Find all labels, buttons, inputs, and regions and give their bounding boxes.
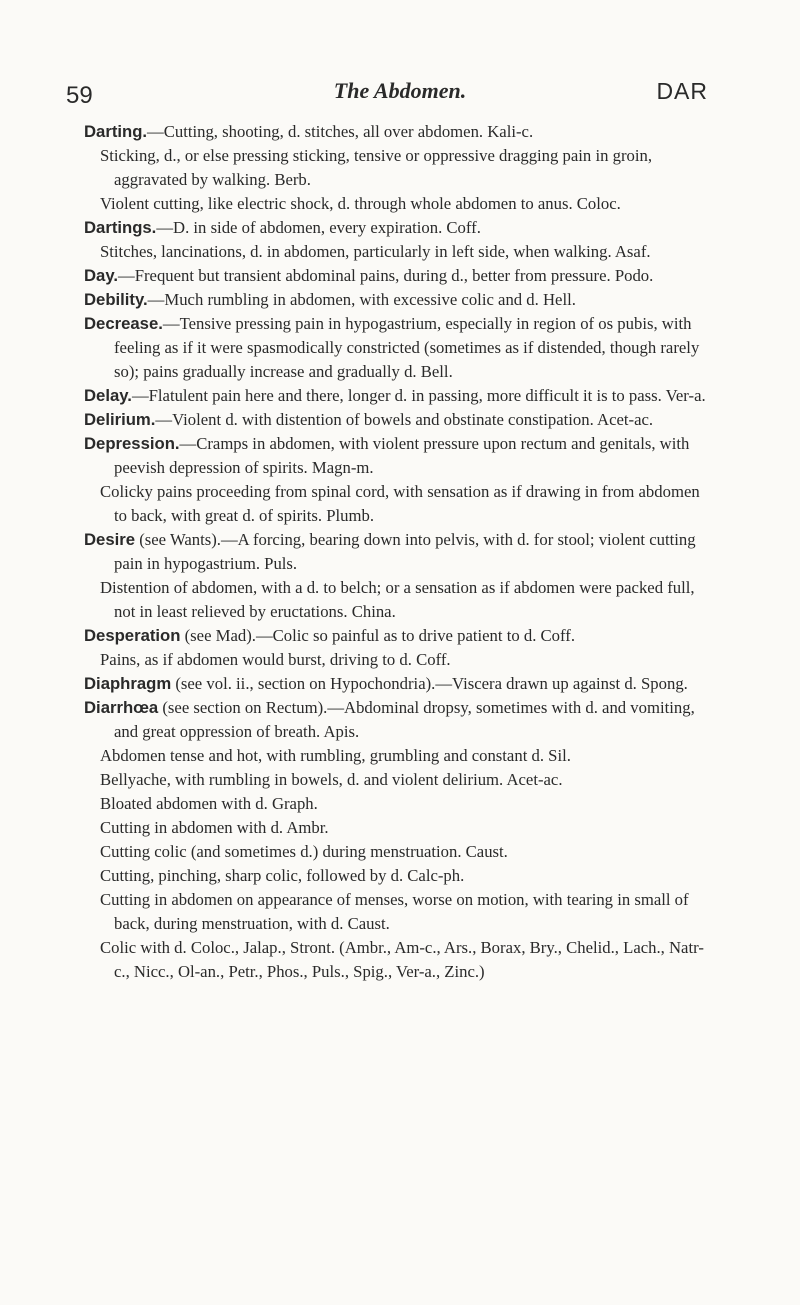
entry-text: Sticking, d., or else pressing sticking, tensive or oppressive dragging pain in groin, aggravated by walking. Berb.	[100, 146, 652, 189]
entry-text: Colicky pains proceeding from spinal cord, with sensation as if drawing in from abdomen to back, with great d. of spirits. Plumb.	[100, 482, 700, 525]
entry	[84, 264, 716, 288]
entry-headword: Darting.	[84, 122, 148, 141]
entry-headword: Day.	[84, 266, 119, 285]
entry	[84, 120, 716, 144]
entry-text: —Violent d. with distention of bowels and obstinate constipation. Acet-ac.	[155, 410, 654, 429]
entry-text: Cutting in abdomen on appearance of menses, worse on motion, with tearing in small of back, during menstruation, with d. Caust.	[100, 890, 689, 933]
entry-text: Cutting in abdomen with d. Ambr.	[100, 818, 329, 837]
sub-entry	[84, 792, 716, 816]
entry-text: Pains, as if abdomen would burst, driving to d. Coff.	[100, 650, 451, 669]
entry-text: —Tensive pressing pain in hypogastrium, especially in region of os pubis, with feeling as if it were spasmodically constricted (sometimes as if distended, though rarely so); pains gradually increase and gradually d. Bell.	[114, 314, 700, 381]
sub-entry	[84, 480, 716, 528]
entry-text: Bloated abdomen with d. Graph.	[100, 794, 318, 813]
sub-entry	[84, 744, 716, 768]
entry-text: Colic with d. Coloc., Jalap., Stront. (Ambr., Am-c., Ars., Borax, Bry., Chelid., Lach., Natr-c., Nicc., Ol-an., Petr., Phos., Puls., Spig., Ver-a., Zinc.)	[100, 938, 704, 981]
entry-headword: Diarrhœa	[84, 698, 159, 717]
entry-text: (see section on Rectum).—Abdominal dropsy, sometimes with d. and vomiting, and great oppression of breath. Apis.	[114, 698, 695, 741]
sub-entry	[84, 144, 716, 192]
entry-text: Cutting, pinching, sharp colic, followed by d. Calc-ph.	[100, 866, 465, 885]
sub-entry	[84, 768, 716, 792]
entry-text: —Cramps in abdomen, with violent pressure upon rectum and genitals, with peevish depression of spirits. Magn-m.	[114, 434, 690, 477]
running-header	[0, 78, 800, 108]
entry-text: Distention of abdomen, with a d. to belch; or a sensation as if abdomen were packed full, not in least relieved by eructations. China.	[100, 578, 695, 621]
sub-entry	[84, 576, 716, 624]
sub-entry	[84, 840, 716, 864]
entry	[84, 672, 716, 696]
entry-headword: Delirium.	[84, 410, 156, 429]
entry	[84, 216, 716, 240]
entry-text: (see Wants).—A forcing, bearing down into pelvis, with d. for stool; violent cutting pain in hypogastrium. Puls.	[114, 530, 696, 573]
entry	[84, 312, 716, 384]
entry-text: —Frequent but transient abdominal pains, during d., better from pressure. Podo.	[118, 266, 654, 285]
sub-entry	[84, 240, 716, 264]
entry-headword: Delay.	[84, 386, 132, 405]
entry-text: —D. in side of abdomen, every expiration. Coff.	[156, 218, 481, 237]
entry	[84, 384, 716, 408]
entry-text: Violent cutting, like electric shock, d. through whole abdomen to anus. Coloc.	[100, 194, 621, 213]
entry-list	[84, 120, 716, 984]
page-title: The Abdomen.	[333, 78, 467, 103]
sub-entry	[84, 648, 716, 672]
entry-text: Abdomen tense and hot, with rumbling, grumbling and constant d. Sil.	[100, 746, 571, 765]
entry-headword: Desire	[84, 530, 136, 549]
entry-text: (see Mad).—Colic so painful as to drive patient to d. Coff.	[180, 626, 576, 645]
sub-entry	[84, 864, 716, 888]
sub-entry	[84, 936, 716, 984]
entry-text: Bellyache, with rumbling in bowels, d. and violent delirium. Acet-ac.	[100, 770, 563, 789]
entry-headword: Debility.	[84, 290, 148, 309]
entry-headword: Dartings.	[84, 218, 157, 237]
entry-headword: Diaphragm	[84, 674, 172, 693]
entry	[84, 432, 716, 480]
entry	[84, 528, 716, 576]
sub-entry	[84, 888, 716, 936]
entry-headword: Depression.	[84, 434, 180, 453]
entry	[84, 624, 716, 648]
entry-text: —Much rumbling in abdomen, with excessive colic and d. Hell.	[147, 290, 576, 309]
entry-headword: Desperation	[84, 626, 181, 645]
page-number: 59	[66, 82, 93, 109]
entry	[84, 696, 716, 744]
entry-text: —Flatulent pain here and there, longer d. in passing, more difficult it is to pass. Ver-a.	[131, 386, 706, 405]
entry-text: (see vol. ii., section on Hypochondria).—Viscera drawn up against d. Spong.	[171, 674, 688, 693]
sub-entry	[84, 816, 716, 840]
section-marker: DAR	[656, 78, 708, 104]
entry-headword: Decrease.	[84, 314, 163, 333]
entry	[84, 288, 716, 312]
entry	[84, 408, 716, 432]
sub-entry	[84, 192, 716, 216]
entry-text: Stitches, lancinations, d. in abdomen, particularly in left side, when walking. Asaf.	[100, 242, 651, 261]
entry-text: —Cutting, shooting, d. stitches, all over abdomen. Kali-c.	[147, 122, 534, 141]
entry-text: Cutting colic (and sometimes d.) during menstruation. Caust.	[100, 842, 508, 861]
